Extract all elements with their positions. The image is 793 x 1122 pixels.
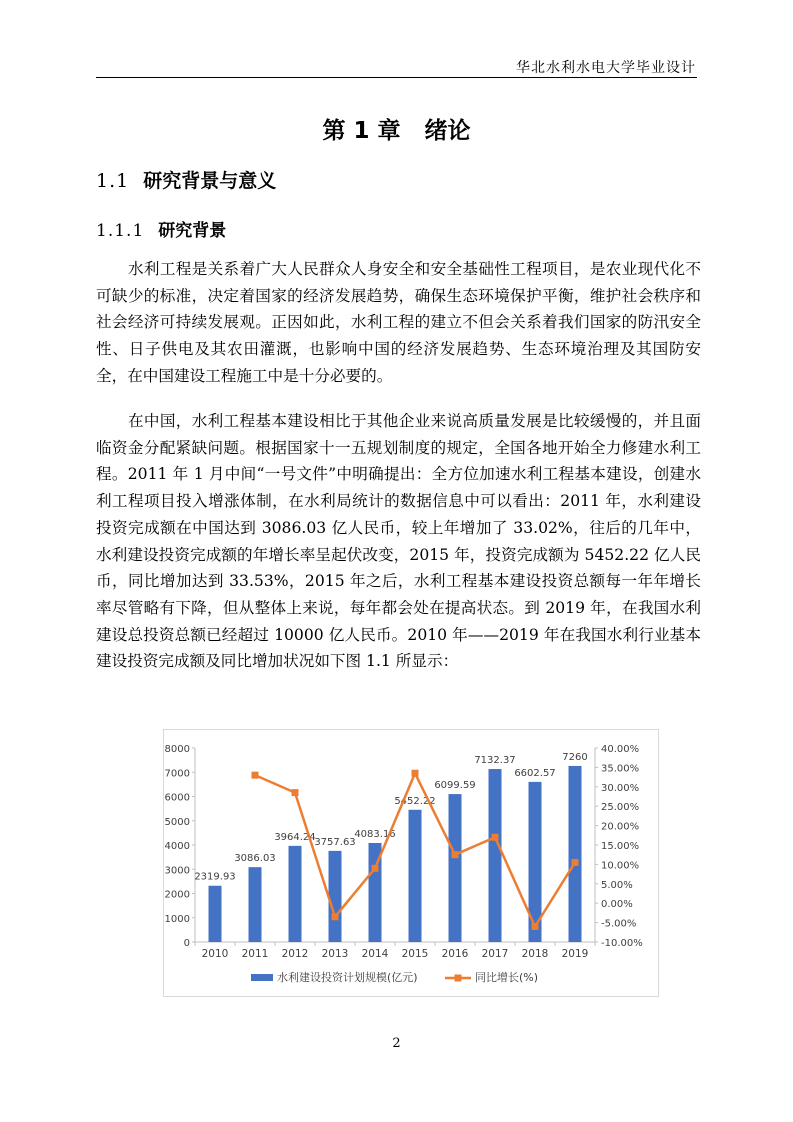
right-tick-label: 35.00% [601, 763, 640, 775]
bar-data-label: 7260 [562, 751, 588, 763]
bar-data-label: 7132.37 [474, 755, 516, 767]
chapter-name: 绪论 [424, 118, 471, 144]
header-rule [96, 77, 697, 78]
left-tick-label: 8000 [164, 744, 190, 755]
bar-data-label: 3964.24 [274, 831, 316, 843]
section-number: 1.1 [96, 170, 130, 192]
subsection-heading [96, 216, 226, 241]
bar [569, 766, 582, 942]
bar-data-label: 6099.59 [434, 780, 476, 792]
growth-point [572, 859, 579, 866]
x-tick-label: 2012 [281, 948, 309, 960]
x-tick-label: 2015 [401, 948, 429, 960]
right-tick-label: 0.00% [601, 899, 633, 911]
legend-line-marker [455, 975, 462, 982]
x-tick-label: 2013 [321, 948, 349, 960]
x-tick-label: 2018 [521, 948, 549, 960]
investment-chart [163, 729, 659, 997]
left-tick-label: 2000 [164, 889, 190, 901]
growth-point [332, 913, 339, 920]
growth-point [492, 834, 499, 841]
page-number: 2 [392, 1036, 401, 1051]
bar [329, 851, 342, 942]
body-paragraph: 在中国，水利工程基本建设相比于其他企业来说高质量发展是比较缓慢的，并且面临资金分配紧缺问题。根据国家十一五规划制度的规定，全国各地开始全力修建水利工程。2011 年 1 月中间“一号文件”中明确提出：全方位加速水利工程基本建设，创建水利工程项目投入增涨体制，在水利局统计的数据信息中可以看出：2011 年，水利建设投资完成额在中国达到 3086.03 亿人民币，较上年增加了 33.02%，往后的几年中，水利建设投资完成额的年增长率呈起伏改变，2015 年，投资完成额为 5452.22 亿人民币，同比增加达到 33.53%，2015 年之后，水利工程基本建设投资总额每一年年增长率尽管略有下降，但从整体上来说，每年都会处在提高状态。到 2019 年，在我国水利建设总投资总额已经超过 10000 亿人民币。2010 年——2019 年在我国水利行业基本建设投资完成额及同比增加状况如下图 1.1 所显示： [96, 412, 701, 671]
bar-data-label: 5452.22 [394, 795, 436, 807]
bar-data-label: 3086.03 [234, 853, 276, 865]
subsection-title: 研究背景 [158, 221, 227, 241]
left-tick-label: 7000 [164, 768, 190, 780]
left-tick-label: 1000 [164, 913, 190, 925]
right-tick-label: -10.00% [601, 938, 643, 949]
right-tick-label: 25.00% [601, 802, 640, 814]
x-tick-label: 2019 [561, 948, 589, 960]
growth-point [532, 923, 539, 930]
left-tick-label: 4000 [164, 841, 190, 852]
section-title: 研究背景与意义 [143, 170, 277, 192]
figure-1-1 [163, 729, 659, 997]
x-tick-label: 2016 [441, 948, 469, 960]
bar-data-label: 6602.57 [514, 767, 556, 779]
x-tick-label: 2014 [361, 948, 389, 960]
subsection-number: 1.1.1 [96, 221, 145, 241]
x-tick-label: 2017 [481, 948, 509, 960]
right-tick-label: 20.00% [601, 821, 640, 833]
section-heading [96, 166, 276, 193]
bar [289, 846, 302, 942]
growth-point [412, 770, 419, 777]
bar [409, 810, 422, 942]
growth-point [252, 772, 259, 779]
bar-data-label: 2319.93 [194, 871, 236, 883]
running-header: 华北水利水电大学毕业设计 [516, 60, 696, 76]
right-tick-label: 30.00% [601, 782, 640, 794]
chapter-title [0, 112, 793, 145]
x-tick-label: 2011 [241, 948, 269, 960]
right-tick-label: 40.00% [601, 744, 640, 755]
right-tick-label: 5.00% [601, 879, 633, 891]
right-tick-label: 15.00% [601, 841, 640, 852]
legend-line-label: 同比增长(%) [475, 971, 539, 984]
body-paragraph: 水利工程是关系着广大人民群众人身安全和安全基础性工程项目，是农业现代化不可缺少的标准，决定着国家的经济发展趋势，确保生态环境保护平衡，维护社会秩序和社会经济可持续发展观。正因如此，水利工程的建立不但会关系着我们国家的防汛安全性、日子供电及其农田灌溉，也影响中国的经济发展趋势、生态环境治理及其国防安全，在中国建设工程施工中是十分必要的。 [96, 260, 701, 385]
bar [209, 886, 222, 942]
legend-bar-swatch [251, 974, 273, 981]
growth-point [452, 851, 459, 858]
right-tick-label: -5.00% [601, 918, 637, 930]
bar [249, 867, 262, 942]
left-tick-label: 3000 [164, 865, 190, 877]
right-tick-label: 10.00% [601, 860, 640, 872]
left-tick-label: 0 [183, 938, 190, 949]
chapter-number: 第 1 章 [322, 118, 401, 144]
bar-data-label: 4083.16 [354, 828, 396, 840]
bar [489, 769, 502, 942]
bar-data-label: 3757.63 [314, 836, 356, 848]
left-tick-label: 5000 [164, 816, 190, 828]
bar [449, 794, 462, 942]
growth-point [292, 789, 299, 796]
left-tick-label: 6000 [164, 792, 190, 804]
legend-bar-label: 水利建设投资计划规模(亿元) [277, 971, 418, 984]
growth-point [372, 865, 379, 872]
x-tick-label: 2010 [201, 948, 229, 960]
